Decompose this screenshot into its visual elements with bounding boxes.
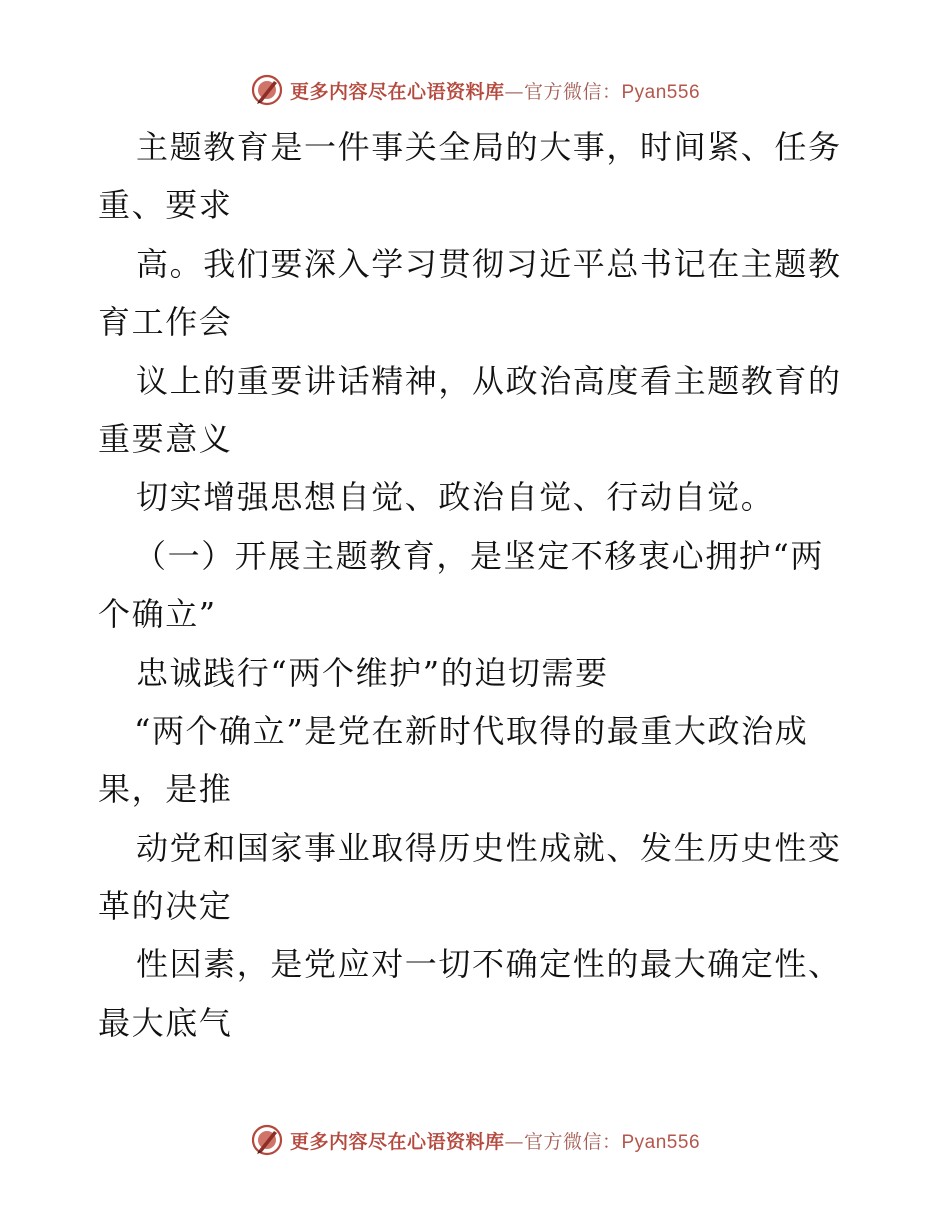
text-line: 个确立” <box>98 595 217 634</box>
text-line: 主题教育是一件事关全局的大事，时间紧、任务 <box>136 128 842 166</box>
header-watermark <box>0 70 950 110</box>
body-text <box>98 118 858 1052</box>
text-line: 果，是推 <box>98 770 233 809</box>
text-line: 育工作会 <box>98 303 233 342</box>
text-line: 重、要求 <box>98 186 233 225</box>
pen-seal-icon <box>250 73 284 107</box>
text-line: 性因素，是党应对一切不确定性的最大确定性、 <box>136 945 842 984</box>
header-watermark-text: 更多内容尽在心语资料库—官方微信：Pyan556 <box>289 80 701 103</box>
text-line: 重要意义 <box>98 419 233 458</box>
text-line: 高。我们要深入学习贯彻习近平总书记在主题教 <box>136 244 842 283</box>
text-line: 议上的重要讲话精神，从政治高度看主题教育的 <box>136 361 842 400</box>
text-line: 切实增强思想自觉、政治自觉、行动自觉。 <box>136 478 775 517</box>
pen-seal-icon <box>250 1123 284 1157</box>
footer-watermark-text: 更多内容尽在心语资料库—官方微信：Pyan556 <box>289 1130 701 1153</box>
text-line: “两个确立”是党在新时代取得的最重大政治成 <box>134 711 809 750</box>
text-line: 忠诚践行“两个维护”的迫切需要 <box>136 653 609 692</box>
text-line: 革的决定 <box>98 887 233 926</box>
footer-watermark <box>0 1120 950 1160</box>
text-line: 最大底气 <box>98 1003 233 1042</box>
text-line: 动党和国家事业取得历史性成就、发生历史性变 <box>136 828 842 867</box>
text-line: （一）开展主题教育，是坚定不移衷心拥护“两 <box>134 536 824 575</box>
